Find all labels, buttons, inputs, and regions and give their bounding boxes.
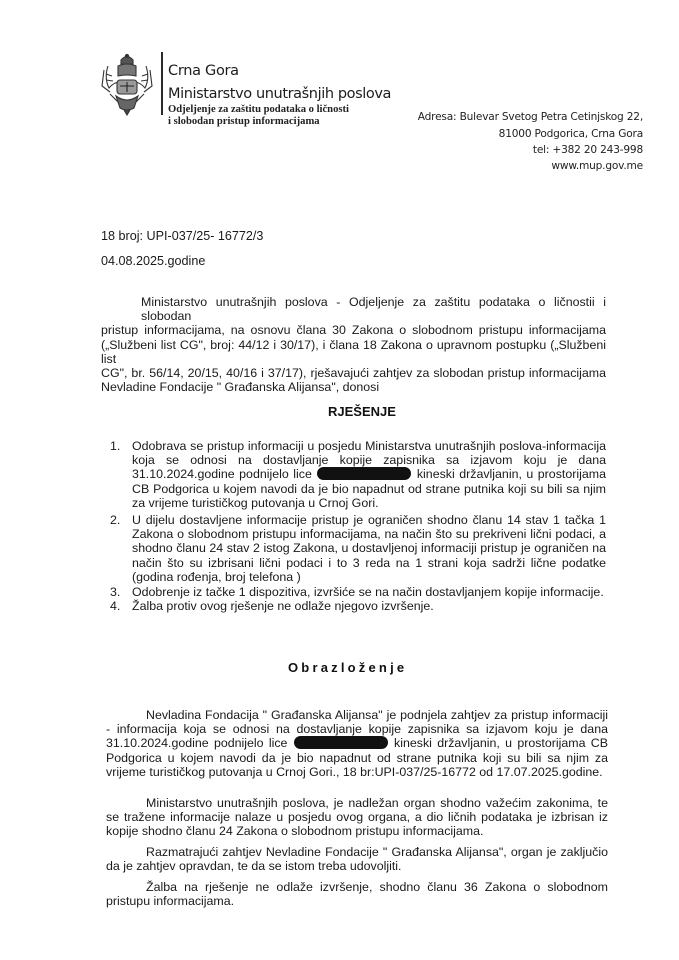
- item-number: 4.: [110, 599, 121, 614]
- preamble-line: pristup informacijama, na osnovu člana 30 Zakona o slobodnom pristupu informacijama: [101, 323, 606, 338]
- address-line2: 81000 Podgorica, Crna Gora: [498, 128, 643, 140]
- item-number: 1.: [110, 439, 121, 453]
- country-name: Crna Gora: [168, 63, 239, 79]
- reference-number: 18 broj: UPI-037/25- 16772/3: [101, 229, 264, 243]
- decision-item: 1. Odobrava se pristup informaciji u posjedu Ministarstva unutrašnjih poslova-informacija koja se odnosi na dostavljanje kopije zapisnika sa izjavom koju je dana 31.10.2024.godine podnijelo lice kineski državljanin, u prostorijama CB Podgorica u kojem navodi da je bio napadnut od strane putnika koji su bili sa njim za vrijeme turističkog putovanja u Crnoj Gori.: [110, 439, 606, 510]
- department-name-line2: i slobodan pristup informacijama: [168, 116, 320, 127]
- document-date: 04.08.2025.godine: [101, 254, 206, 268]
- letterhead-divider: [161, 52, 163, 115]
- decision-item: 2. U dijelu dostavljene informacije pristup je ograničen shodno članu 14 stav 1 tačka 1 Zakona o slobodnom pristupu informacijama, na način što su prekriveni lični podaci, a shodno članu 24 stav 2 istog Zakona, u dostavljenoj informaciji pristup je ograničen na način što su izbrisani lični podaci i to 3 reda na 1 strani koja sadrži lične podatke (godina rođenja, broj telefona ): [110, 513, 606, 584]
- decision-heading: RJEŠENJE: [328, 404, 396, 419]
- reasoning-heading: Obrazloženje: [288, 660, 408, 675]
- phone-number: tel: +382 20 243-998: [532, 144, 643, 156]
- item-number: 3.: [110, 585, 121, 600]
- reasoning-paragraph-3: Razmatrajući zahtjev Nevladine Fondacije " Građanska Alijansa", organ je zaključio da je zahtjev opravdan, te da se istom treba udovoljiti.: [106, 845, 608, 874]
- reasoning-paragraph-4: Žalba na rješenje ne odlaže izvršenje, shodno članu 36 Zakona o slobodnom pristupu informacijama.: [106, 880, 608, 909]
- reasoning-paragraph-2: Ministarstvo unutrašnjih poslova, je nadležan organ shodno važećim zakonima, te se tražene informacije nalaze u posjedu ovog organa, a dio ličnih podataka je izbrisan iz kopije shodno članu 24 Zakona o slobodnom pristupu informacijama.: [106, 796, 608, 839]
- preamble-line: Ministarstvo unutrašnjih poslova - Odjeljenje za zaštitu podataka o ličnostii i slobodan: [141, 295, 606, 324]
- reasoning-paragraph-1: Nevladina Fondacija " Građanska Alijansa" je podnjela zahtjev za pristup informaciji - informacija koja se odnosi na dostavljanje kopije zapisnika sa izjavom koju je dana 31.10.2024.godine podnijelo lice kineski državljanin, u prostorijama CB Podgorica u kojem navodi da je bio napadnut od strane putnika koji su bili sa njim za vrijeme turističkog putovanja u Crnoj Gori., 18 br:UPI-037/25-16772 od 17.07.2025.godine.: [106, 708, 608, 779]
- preamble-line: CG", br. 56/14, 20/15, 40/16 i 37/17), rješavajući zahtjev za slobodan pristup informacijama: [101, 366, 606, 381]
- decision-list: [110, 439, 606, 613]
- preamble-paragraph: [101, 295, 606, 394]
- website-link[interactable]: www.mup.gov.me: [551, 160, 643, 172]
- decision-item: 4. Žalba protiv ovog rješenje ne odlaže njegovo izvršenje.: [110, 599, 434, 614]
- item-number: 2.: [110, 513, 121, 528]
- preamble-line: („Službeni list CG", broj: 44/12 i 30/17), i člana 18 Zakona o upravnom postupku („Službeni list: [101, 337, 606, 366]
- preamble-line: Nevladine Fondacije " Građanska Alijansa", donosi: [101, 380, 380, 395]
- coat-of-arms-icon: [100, 52, 154, 116]
- department-name-line1: Odjeljenje za zaštitu podataka o ličnosti: [168, 104, 349, 115]
- redaction-mark: [317, 467, 411, 480]
- redaction-mark: [294, 736, 388, 749]
- decision-item: 3. Odobrenje iz tačke 1 dispozitiva, izvršiće se na način dostavljanjem kopije informacije.: [110, 585, 604, 600]
- address-line1: Adresa: Bulevar Svetog Petra Cetinjskog 22,: [417, 111, 643, 123]
- ministry-name: Ministarstvo unutrašnjih poslova: [168, 86, 392, 102]
